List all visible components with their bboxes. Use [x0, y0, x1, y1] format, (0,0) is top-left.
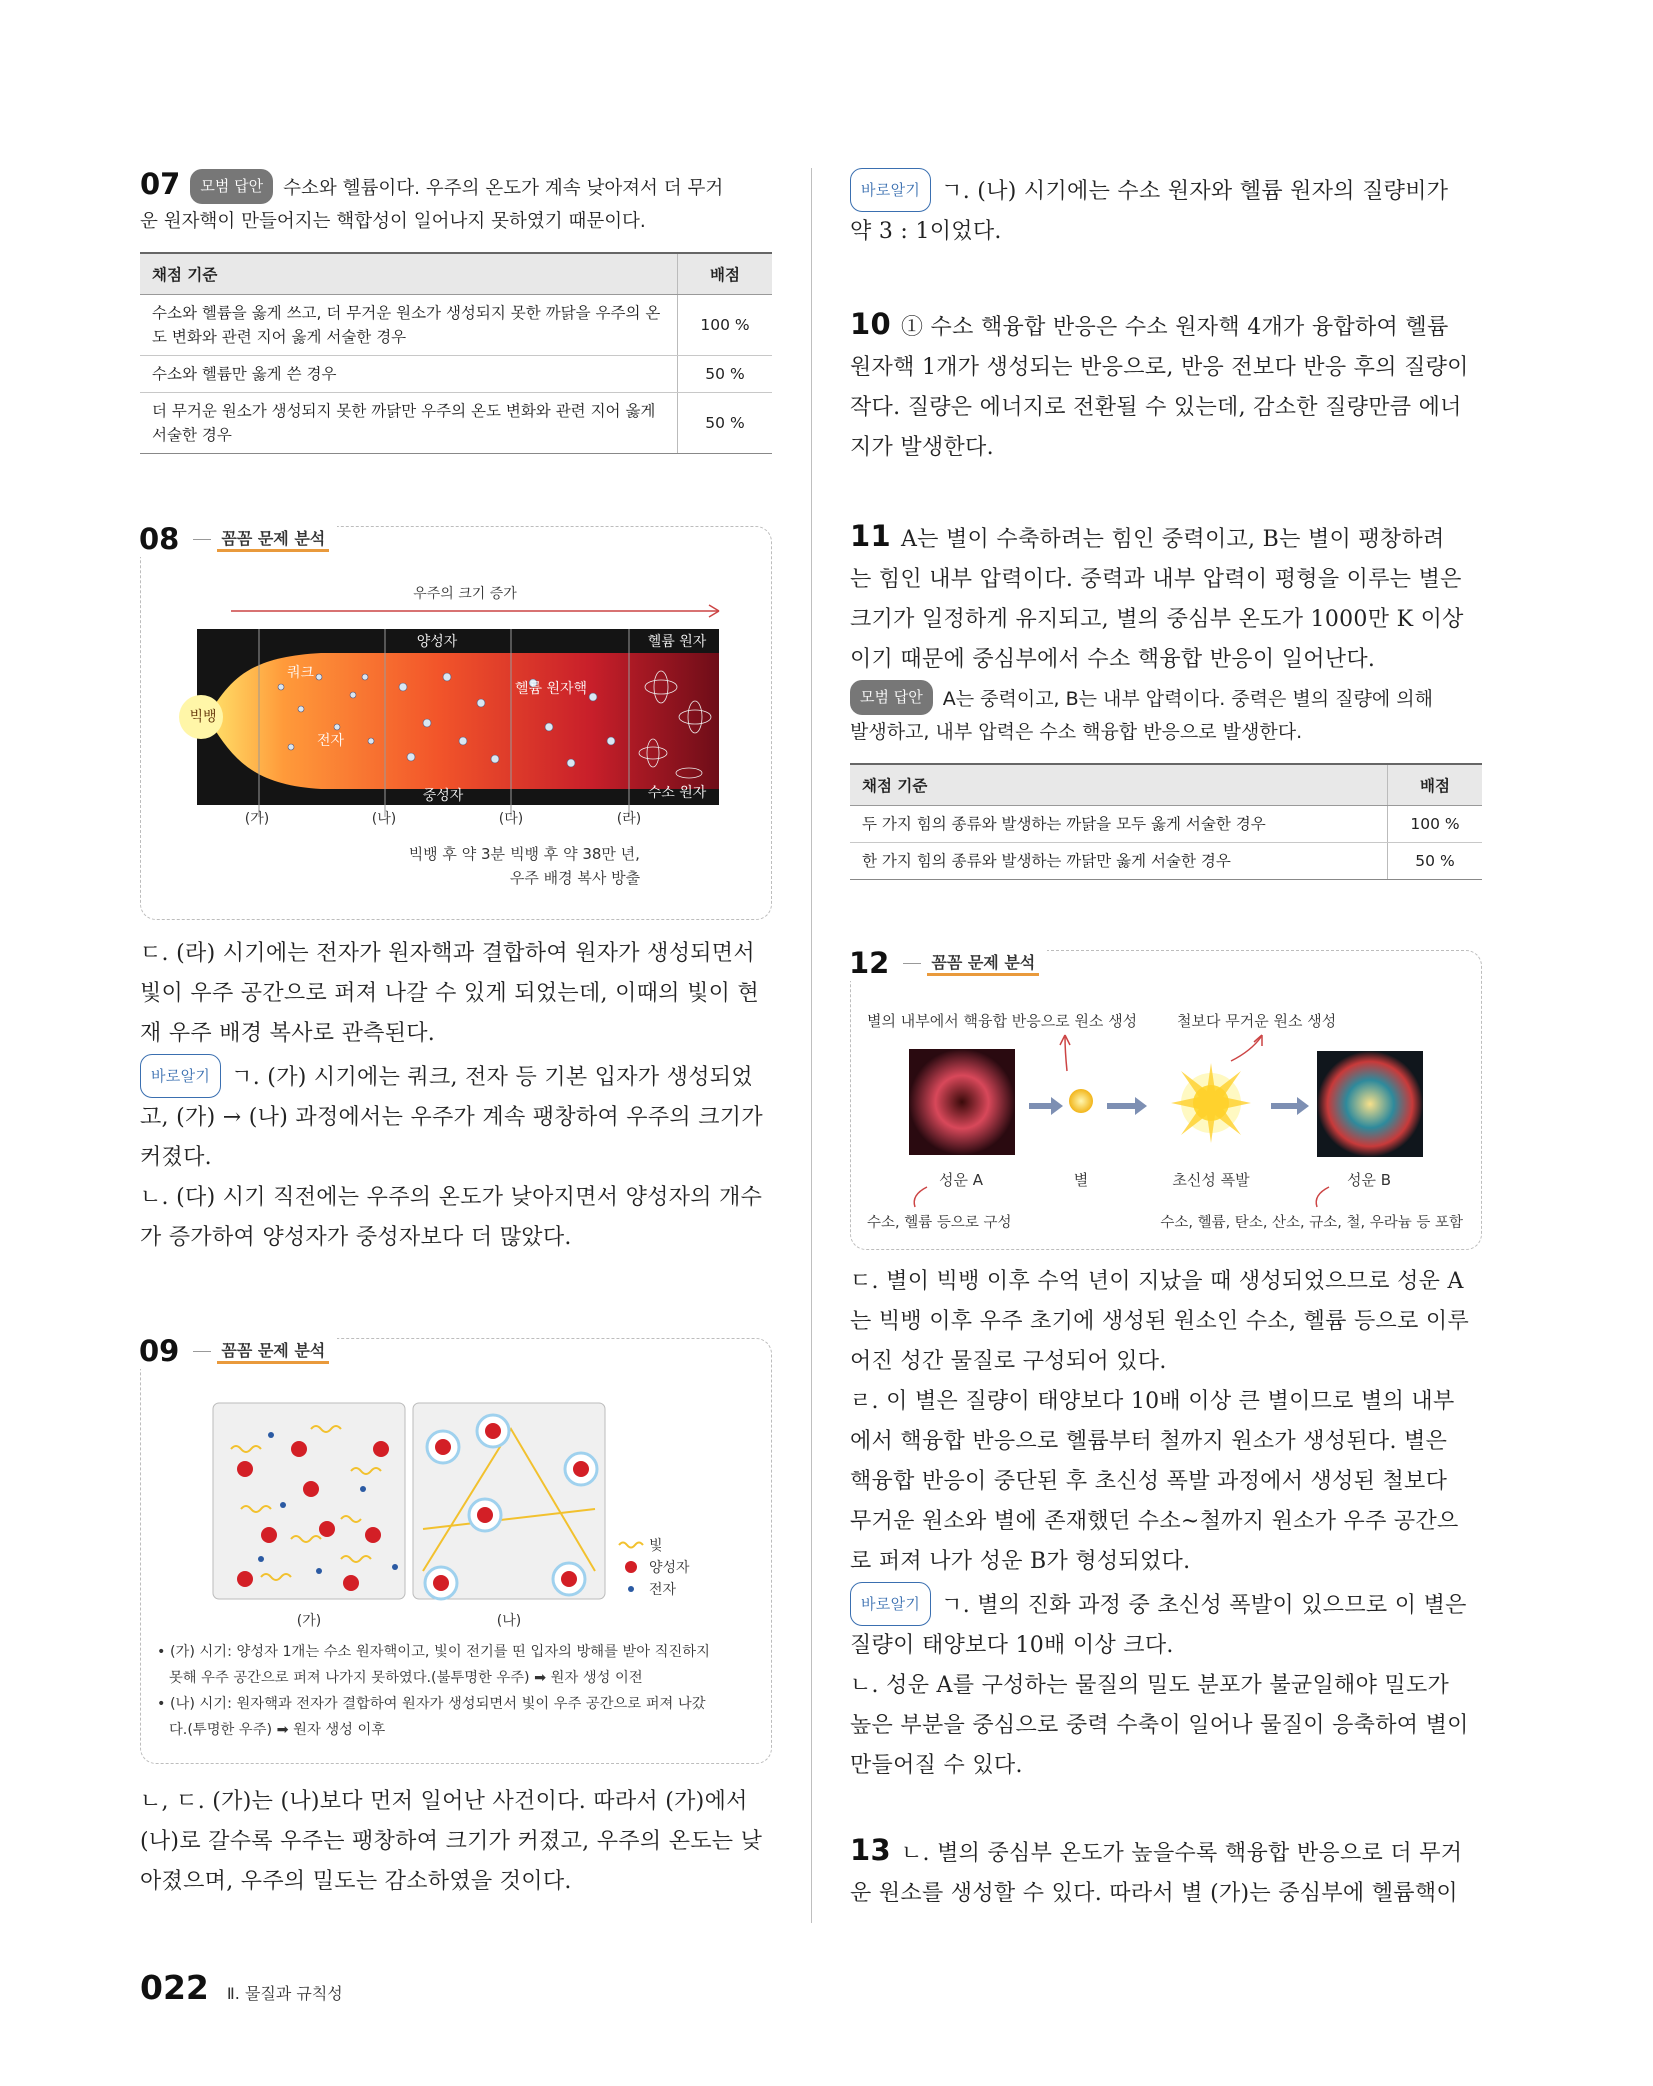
fusion-arrow	[1065, 1037, 1067, 1071]
analysis-box	[849, 946, 1482, 1250]
explanation-line: ㄱ. (나) 시기에는 수소 원자와 헬륨 원자의 질량비가	[941, 179, 1449, 204]
question-07	[140, 168, 772, 454]
explanation-line: 만들어질 수 있다.	[850, 1753, 1023, 1778]
criteria-cell: 두 가지 힘의 종류와 발생하는 까닭을 모두 옳게 서술한 경우	[850, 806, 1388, 843]
explanation-line: 아졌으며, 우주의 밀도는 감소하였을 것이다.	[140, 1869, 572, 1894]
criteria-cell: 수소와 헬륨을 옳게 쓰고, 더 무거운 원소가 생성되지 못한 까닭을 우주의 온도 변화와 관련 지어 옳게 서술한 경우	[140, 295, 678, 356]
neutron-label: 중성자	[422, 788, 464, 804]
explanation-line: 운 원소를 생성할 수 있다. 따라서 별 (가)는 중심부에 헬륨핵이	[850, 1881, 1458, 1906]
explanation-line: 에서 핵융합 반응으로 헬륨부터 철까지 원소가 생성된다. 별은	[850, 1429, 1448, 1454]
explanation-line: 고, (가) → (나) 과정에서는 우주가 계속 팽창하여 우주의 크기가	[140, 1105, 763, 1130]
explanation-line: 재 우주 배경 복사로 관측된다.	[140, 1021, 436, 1046]
explanation-line: ㄷ. (라) 시기에는 전자가 원자핵과 결합하여 원자가 생성되면서	[140, 941, 755, 966]
supernova-image	[1171, 1063, 1251, 1143]
explanation-line: 빛이 우주 공간으로 퍼져 나갈 수 있게 되었는데, 이때의 빛이 현	[140, 981, 760, 1006]
question-number: 11	[850, 519, 891, 553]
explanation-line: ㄴ. 성운 A를 구성하는 물질의 밀도 분포가 불균일해야 밀도가	[850, 1673, 1450, 1698]
nebula-b-image	[1317, 1051, 1423, 1157]
check-badge: 바로알기	[850, 1582, 931, 1626]
explanation-line: 로 퍼져 나가 성운 B가 형성되었다.	[850, 1549, 1191, 1574]
nebula-a-label: 성운 A	[938, 1171, 984, 1189]
explanation-line: 핵융합 반응이 중단된 후 초신성 폭발 과정에서 생성된 철보다	[850, 1469, 1448, 1494]
scoring-table	[850, 763, 1482, 880]
legend-light-icon	[619, 1543, 643, 1548]
table-header-criteria: 채점 기준	[140, 253, 678, 295]
legend-proton-icon	[625, 1561, 637, 1573]
explanation-line: (나)로 갈수록 우주는 팽창하여 크기가 커졌고, 우주의 온도는 낮	[140, 1829, 763, 1854]
question-number: 08	[139, 522, 180, 556]
left-column	[140, 168, 772, 1902]
legend-electron: 전자	[649, 1582, 677, 1598]
explanation-line: 는 힘인 내부 압력이다. 중력과 내부 압력이 평형을 이루는 별은	[850, 567, 1462, 592]
big-bang-label: 빅뱅	[189, 709, 217, 725]
answer-text: 발생하고, 내부 압력은 수소 핵융합 반응으로 발생한다.	[850, 721, 1303, 743]
explanation-12	[850, 1262, 1482, 1786]
explanation-line: 어진 성간 물질로 구성되어 있다.	[850, 1349, 1167, 1374]
panel-ga-label: (가)	[296, 1613, 322, 1629]
analysis-box	[139, 1334, 772, 1764]
top-label-heavy: 철보다 무거운 원소 생성	[1177, 1012, 1337, 1030]
column-divider	[811, 168, 812, 1923]
question-number: 10	[850, 307, 891, 341]
stellar-evolution-figure	[851, 951, 1479, 1247]
question-10	[850, 304, 1482, 468]
explanation-line: ㄴ. (다) 시기 직전에는 우주의 온도가 낮아지면서 양성자의 개수	[140, 1185, 763, 1210]
after-380k-label-1: 빅뱅 후 약 38만 년,	[510, 845, 640, 863]
explanation-line: A는 별이 수축하려는 힘인 중력이고, B는 별이 팽창하려	[900, 527, 1445, 552]
question-number: 07	[140, 167, 181, 201]
table-header-points: 배점	[678, 253, 773, 295]
section-title: Ⅱ. 물질과 규칙성	[226, 1984, 343, 2003]
criteria-cell: 한 가지 힘의 종류와 발생하는 까닭만 옳게 서술한 경우	[850, 843, 1388, 880]
explanation-line: ㄴ, ㄷ. (가)는 (나)보다 먼저 일어난 사건이다. 따라서 (가)에서	[140, 1789, 748, 1814]
top-label-fusion: 별의 내부에서 핵융합 반응으로 원소 생성	[867, 1012, 1138, 1030]
page-number: 022	[140, 1968, 209, 2007]
explanation-line: 이기 때문에 중심부에서 수소 핵융합 반응이 일어난다.	[850, 647, 1376, 672]
points-cell: 50 %	[1388, 843, 1483, 880]
check-badge: 바로알기	[140, 1054, 221, 1098]
analysis-box	[139, 522, 772, 920]
explanation-line: ㄱ. 별의 진화 과정 중 초신성 폭발이 있으므로 이 별은	[941, 1593, 1467, 1618]
legend-proton: 양성자	[649, 1560, 690, 1576]
answer-text: A는 중력이고, B는 내부 압력이다. 중력은 별의 질량에 의해	[942, 688, 1433, 710]
model-answer-badge: 모범 답안	[190, 169, 273, 204]
note-line: • (가) 시기: 양성자 1개는 수소 원자핵이고, 빛이 전기를 띤 입자의 방해를 받아 직진하지	[157, 1644, 710, 1660]
scoring-table	[140, 252, 772, 454]
table-row	[140, 393, 772, 454]
opaque-transparent-universe-figure	[141, 1339, 769, 1639]
explanation-line: 작다. 질량은 에너지로 전환될 수 있는데, 감소한 질량만큼 에너	[850, 395, 1462, 420]
question-number: 12	[849, 946, 890, 980]
helium-nucleus-label: 헬륨 원자핵	[514, 681, 588, 697]
explanation-08	[140, 934, 772, 1258]
explanation-line: ㄷ. 별이 빅뱅 이후 수억 년이 지났을 때 생성되었으므로 성운 A	[850, 1269, 1464, 1294]
points-cell: 50 %	[678, 393, 773, 454]
q09-continuation	[850, 168, 1482, 252]
table-row	[850, 806, 1482, 843]
table-header-points: 배점	[1388, 764, 1483, 806]
question-12	[849, 946, 1482, 1786]
big-bang-timeline-figure	[141, 527, 769, 917]
analysis-tag: 꼼꼼 문제 분석	[927, 950, 1039, 976]
analysis-tag: 꼼꼼 문제 분석	[217, 526, 329, 552]
era-na-label: (나)	[371, 811, 397, 827]
question-13	[850, 1830, 1482, 1914]
note-line: 다.(투명한 우주) ➡ 원자 생성 이후	[169, 1722, 386, 1738]
explanation-line: ㄴ. 별의 중심부 온도가 높을수록 핵융합 반응으로 더 무거	[900, 1841, 1463, 1866]
right-column	[850, 168, 1482, 1914]
after-380k-label-2: 우주 배경 복사 방출	[509, 869, 641, 887]
hydrogen-atom-label: 수소 원자	[647, 785, 707, 801]
panel-ga	[213, 1403, 405, 1599]
question-08	[139, 522, 772, 1258]
question-11	[850, 516, 1482, 880]
panel-na-label: (나)	[496, 1613, 522, 1629]
criteria-cell: 수소와 헬륨만 옳게 쓴 경우	[140, 356, 678, 393]
page-footer	[140, 1968, 343, 2007]
explanation-line: 질량이 태양보다 10배 이상 크다.	[850, 1633, 1174, 1658]
nebula-a-image	[909, 1049, 1015, 1155]
answer-text: 수소와 헬륨이다. 우주의 온도가 계속 낮아져서 더 무거	[283, 178, 724, 199]
size-increase-label: 우주의 크기 증가	[413, 586, 517, 602]
era-da-label: (다)	[498, 811, 524, 827]
proton-label: 양성자	[416, 634, 458, 650]
legend-electron-icon	[628, 1586, 634, 1592]
legend-light: 빛	[649, 1538, 663, 1554]
explanation-line: 는 빅뱅 이후 우주 초기에 생성된 원소인 수소, 헬륨 등으로 이루	[850, 1309, 1470, 1334]
nebula-b-composition: 수소, 헬륨, 탄소, 산소, 규소, 철, 우라늄 등 포함	[1160, 1215, 1463, 1231]
question-number: 13	[850, 1833, 891, 1867]
explanation-line: 가 증가하여 양성자가 중성자보다 더 많았다.	[140, 1225, 572, 1250]
explanation-line: 원자핵 1개가 생성되는 반응으로, 반응 전보다 반응 후의 질량이	[850, 355, 1469, 380]
model-answer-badge: 모범 답안	[850, 680, 933, 715]
points-cell: 100 %	[678, 295, 773, 356]
question-09	[139, 1334, 772, 1902]
star-image	[1069, 1089, 1093, 1113]
explanation-line: 지가 발생한다.	[850, 435, 994, 460]
supernova-label: 초신성 폭발	[1172, 1171, 1250, 1189]
explanation-line: 약 3 : 1이었다.	[850, 219, 1002, 244]
figure-notes	[157, 1639, 757, 1743]
nebula-b-label: 성운 B	[1346, 1171, 1392, 1189]
note-line: 못해 우주 공간으로 퍼져 나가지 못하였다.(불투명한 우주) ➡ 원자 생성 이전	[169, 1670, 643, 1686]
helium-atom-label: 헬륨 원자	[647, 634, 707, 650]
question-number: 09	[139, 1334, 180, 1368]
note-line: • (나) 시기: 원자핵과 전자가 결합하여 원자가 생성되면서 빛이 우주 공간으로 퍼져 나갔	[157, 1696, 706, 1712]
universe-expansion-shape	[207, 653, 719, 789]
answer-text: 운 원자핵이 만들어지는 핵합성이 일어나지 못하였기 때문이다.	[140, 211, 646, 232]
explanation-line: ① 수소 핵융합 반응은 수소 원자핵 4개가 융합하여 헬륨	[900, 315, 1449, 340]
points-cell: 100 %	[1388, 806, 1483, 843]
explanation-line: 크기가 일정하게 유지되고, 별의 중심부 온도가 1000만 K 이상	[850, 607, 1464, 632]
check-badge: 바로알기	[850, 168, 931, 212]
era-ra-label: (라)	[616, 811, 642, 827]
explanation-line: 높은 부분을 중심으로 중력 수축이 일어나 물질이 응축하여 별이	[850, 1713, 1469, 1738]
table-row	[850, 843, 1482, 880]
table-header-criteria: 채점 기준	[850, 764, 1388, 806]
electron-label: 전자	[317, 733, 345, 749]
after-3min-label: 빅뱅 후 약 3분	[408, 845, 505, 863]
quark-label: 쿼크	[287, 665, 315, 681]
star-label: 별	[1073, 1171, 1089, 1189]
points-cell: 50 %	[678, 356, 773, 393]
era-ga-label: (가)	[244, 811, 270, 827]
explanation-line: ㄹ. 이 별은 질량이 태양보다 10배 이상 큰 별이므로 별의 내부	[850, 1389, 1455, 1414]
table-row	[140, 356, 772, 393]
criteria-cell: 더 무거운 원소가 생성되지 못한 까닭만 우주의 온도 변화와 관련 지어 옳게 서술한 경우	[140, 393, 678, 454]
table-row	[140, 295, 772, 356]
explanation-line: 커졌다.	[140, 1145, 212, 1170]
nebula-a-composition: 수소, 헬륨 등으로 구성	[867, 1215, 1012, 1231]
explanation-line: 무거운 원소와 별에 존재했던 수소~철까지 원소가 우주 공간으	[850, 1509, 1459, 1534]
analysis-tag: 꼼꼼 문제 분석	[217, 1338, 329, 1364]
explanation-line: ㄱ. (가) 시기에는 쿼크, 전자 등 기본 입자가 생성되었	[231, 1065, 753, 1090]
explanation-09	[140, 1782, 772, 1902]
